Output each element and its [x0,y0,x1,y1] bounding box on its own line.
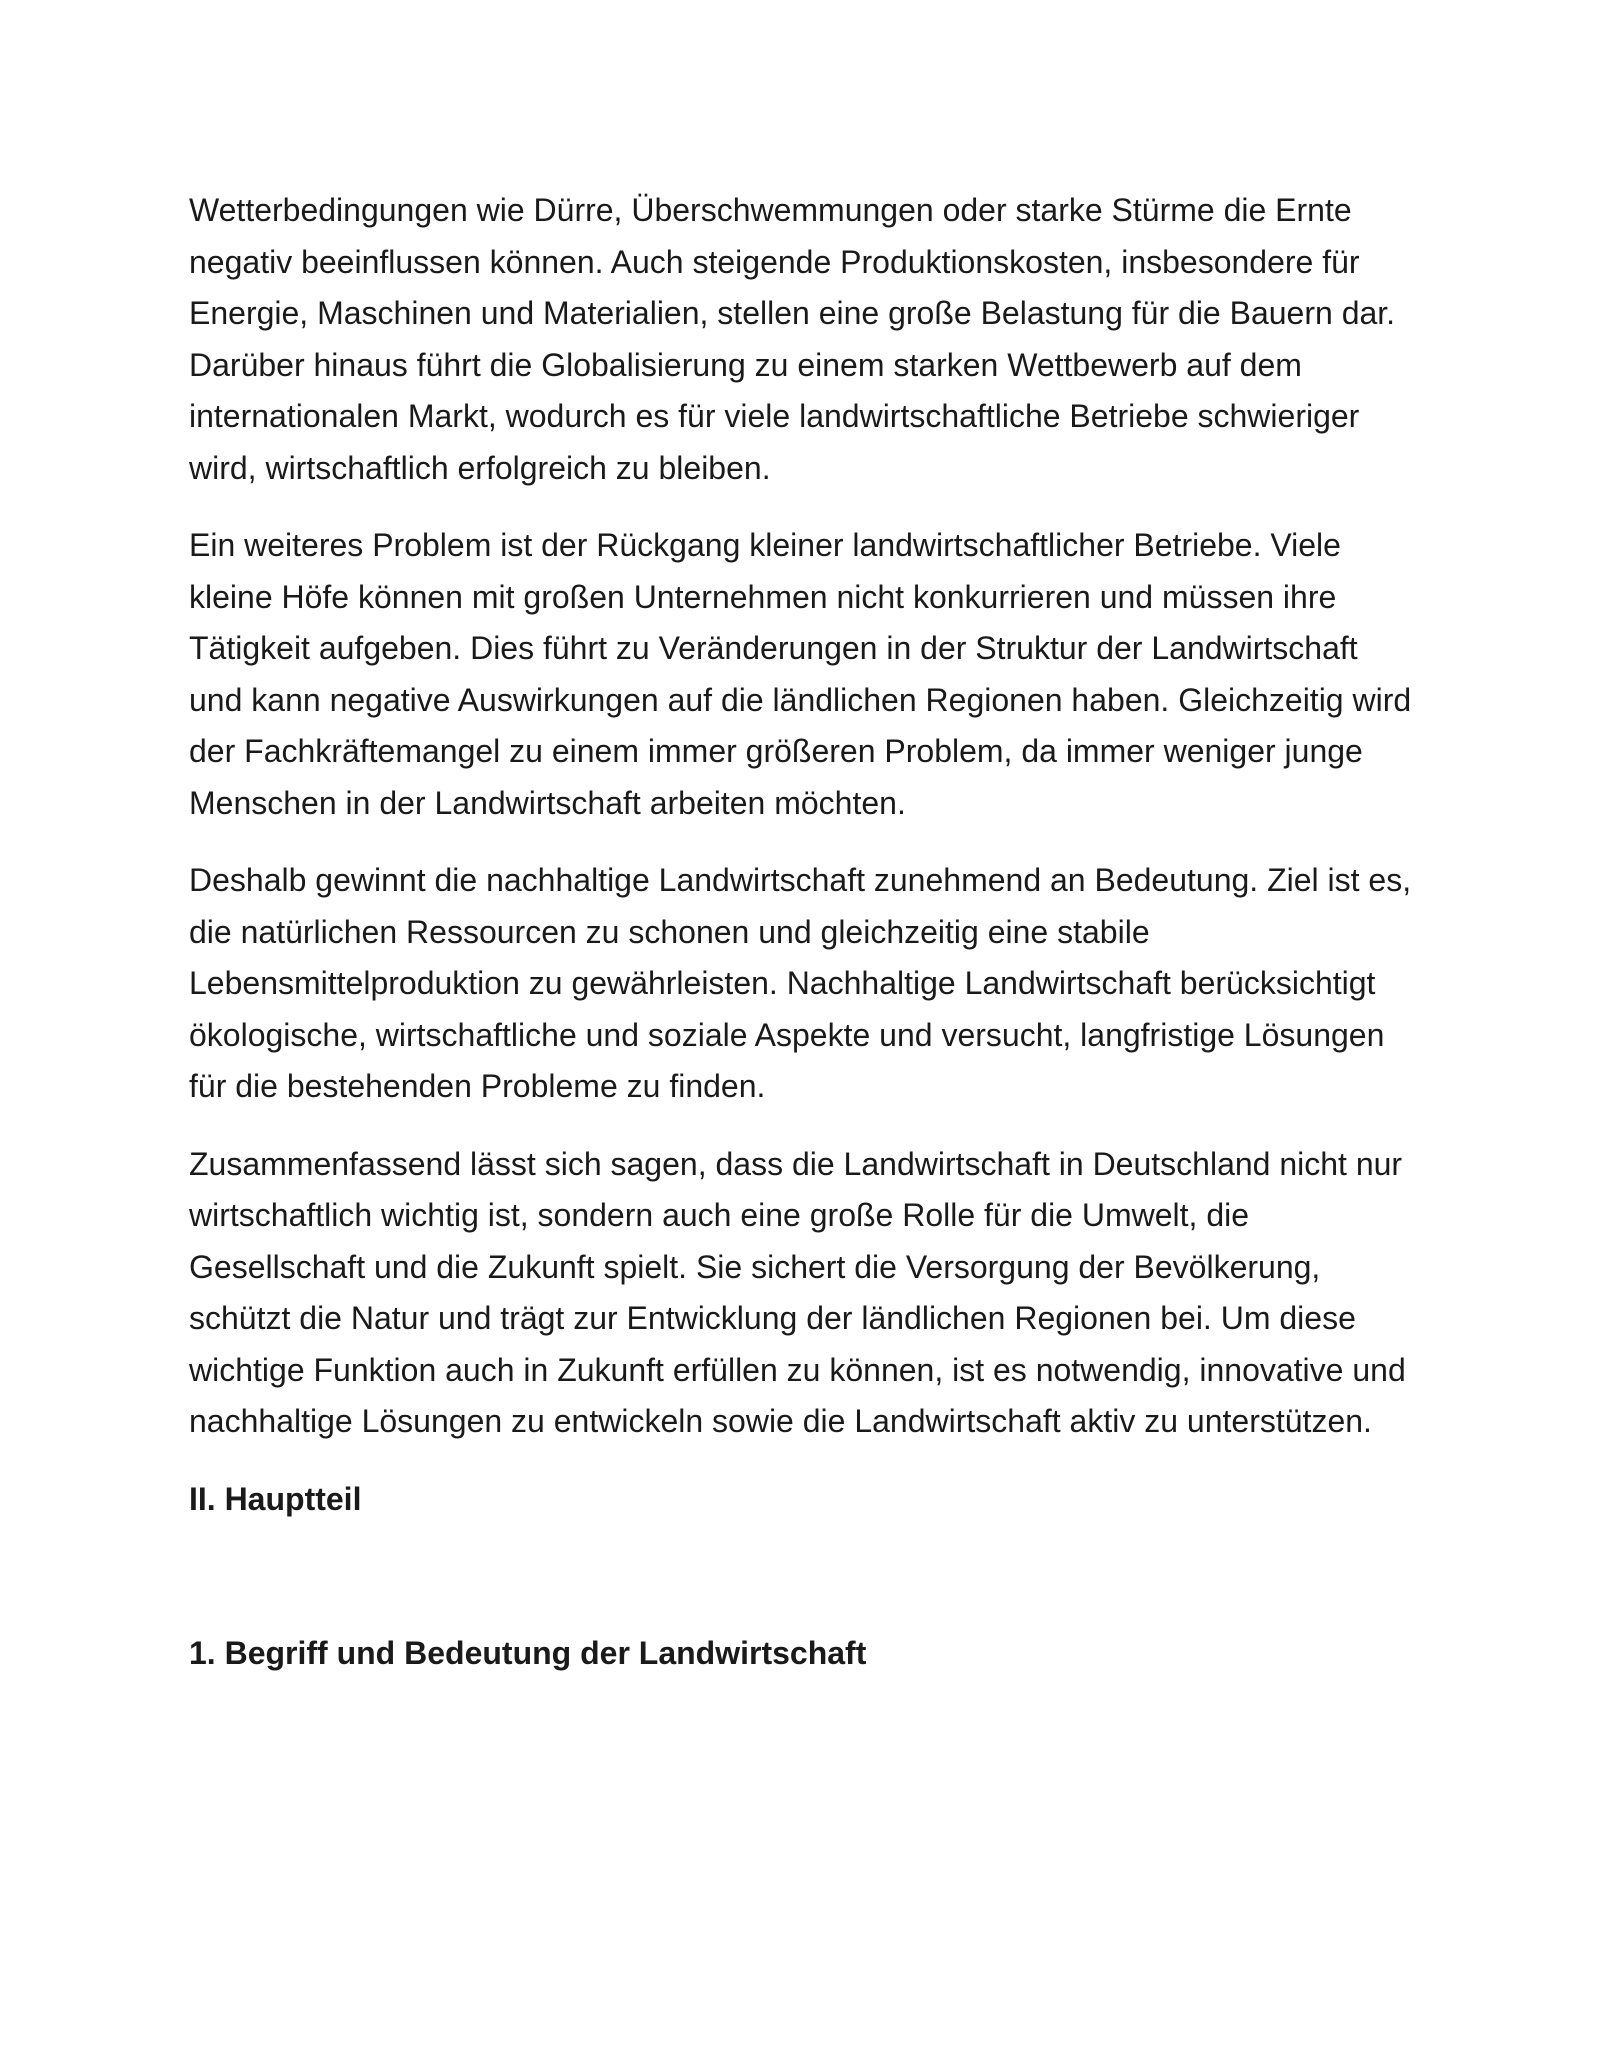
paragraph-weather-costs: Wetterbedingungen wie Dürre, Überschwemmungen oder starke Stürme die Ernte negativ beeinflussen können. Auch steigende Produktionskosten, insbesondere für Energie, Maschinen und Materialien, stellen eine große Belastung für die Bauern dar. Darüber hinaus führt die Globalisierung zu einem starken Wettbewerb auf dem internationalen Markt, wodurch es für viele landwirtschaftliche Betriebe schwieriger wird, wirtschaftlich erfolgreich zu bleiben. [189,192,1396,486]
section-heading: II. Hauptteil [189,1480,362,1517]
paragraph-summary: Zusammenfassend lässt sich sagen, dass die Landwirtschaft in Deutschland nicht nur wirtschaftlich wichtig ist, sondern auch eine große Rolle für die Umwelt, die Gesellschaft und die Zukunft spielt. Sie sichert die Versorgung der Bevölkerung, schützt die Natur und trägt zur Entwicklung der ländlichen Regionen bei. Um diese wichtige Funktion auch in Zukunft erfüllen zu können, ist es notwendig, innovative und nachhaltige Lösungen zu entwickeln sowie die Landwirtschaft aktiv zu unterstützen. [189,1145,1406,1439]
document-body [189,185,1419,1680]
paragraph-sustainable-agriculture: Deshalb gewinnt die nachhaltige Landwirtschaft zunehmend an Bedeutung. Ziel ist es, die natürlichen Ressourcen zu schonen und gleichzeitig eine stabile Lebensmittelproduktion zu gewährleisten. Nachhaltige Landwirtschaft berücksichtigt ökologische, wirtschaftliche und soziale Aspekte und versucht, langfristige Lösungen für die bestehenden Probleme zu finden. [189,862,1412,1104]
paragraph-small-farms: Ein weiteres Problem ist der Rückgang kleiner landwirtschaftlicher Betriebe. Viele kleine Höfe können mit großen Unternehmen nicht konkurrieren und müssen ihre Tätigkeit aufgeben. Dies führt zu Veränderungen in der Struktur der Landwirtschaft und kann negative Auswirkungen auf die ländlichen Regionen haben. Gleichzeitig wird der Fachkräftemangel zu einem immer größeren Problem, da immer weniger junge Menschen in der Landwirtschaft arbeiten möchten. [189,527,1412,821]
subsection-heading: 1. Begriff und Bedeutung der Landwirtschaft [189,1635,867,1671]
